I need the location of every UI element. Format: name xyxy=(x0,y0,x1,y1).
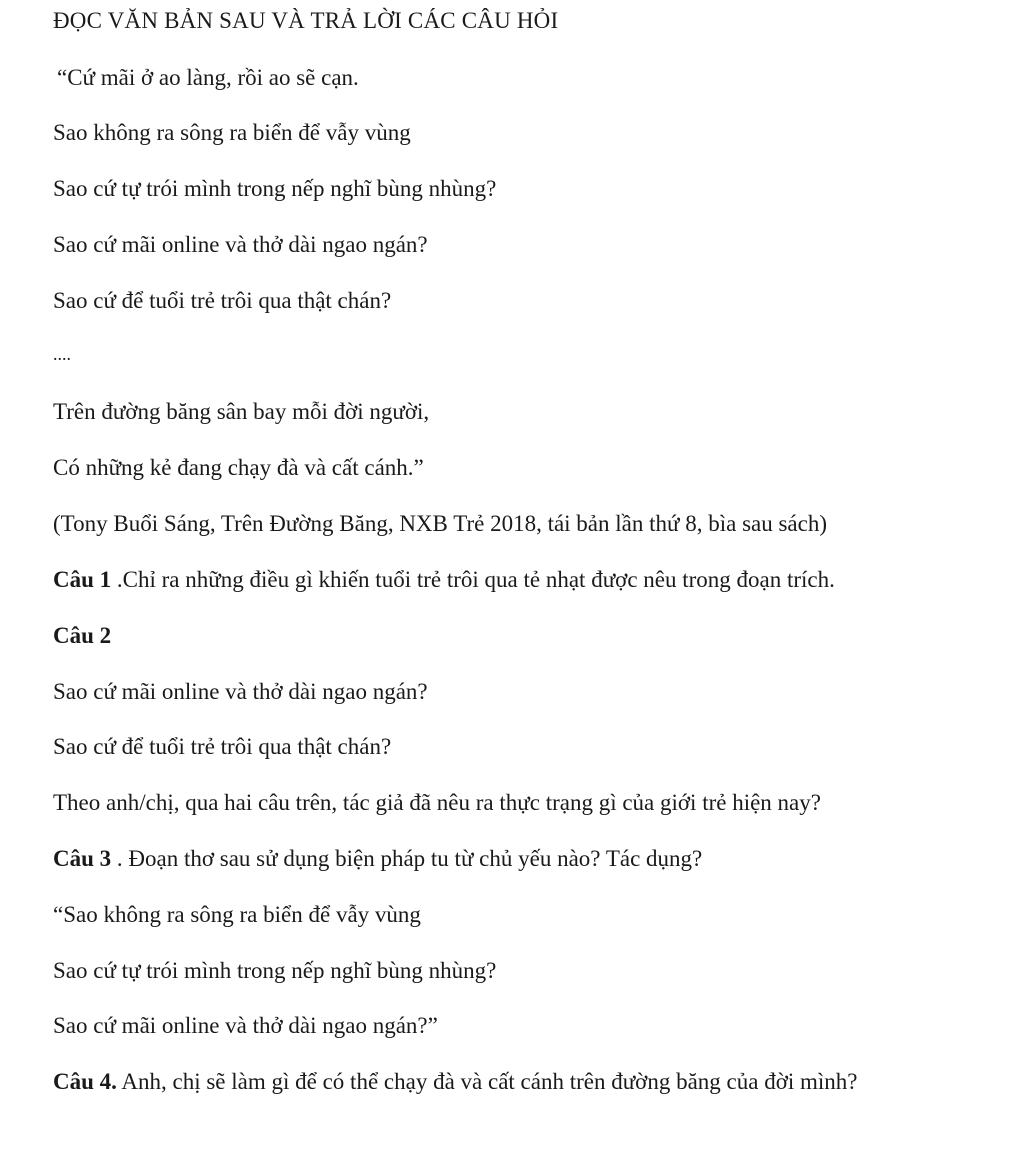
poem-line-7: Có những kẻ đang chạy đà và cất cánh.” xyxy=(53,455,424,480)
question-1-label: Câu 1 xyxy=(53,567,112,592)
poem-line-1: “Cứ mãi ở ao làng, rồi ao sẽ cạn. xyxy=(57,65,359,90)
question-2-quote-line-2: Sao cứ để tuổi trẻ trôi qua thật chán? xyxy=(53,734,392,759)
question-1 xyxy=(53,566,835,594)
question-4-label: Câu 4. xyxy=(53,1069,117,1094)
question-3-text: . Đoạn thơ sau sử dụng biện pháp tu từ chủ yếu nào? Tác dụng? xyxy=(111,846,703,871)
question-3-quote-line-2: Sao cứ tự trói mình trong nếp nghĩ bùng nhùng? xyxy=(53,958,497,983)
poem-line-5: Sao cứ để tuổi trẻ trôi qua thật chán? xyxy=(53,288,392,313)
cropped-text-fragment xyxy=(53,0,143,4)
poem-line-6: Trên đường băng sân bay mỗi đời người, xyxy=(53,399,430,424)
poem-line-4: Sao cứ mãi online và thở dài ngao ngán? xyxy=(53,232,428,257)
question-3 xyxy=(53,845,702,873)
poem-ellipsis: .... xyxy=(53,344,71,364)
question-3-quote-line-1: “Sao không ra sông ra biển để vẫy vùng xyxy=(53,902,421,927)
question-1-text: .Chỉ ra những điều gì khiến tuổi trẻ trôi qua tẻ nhạt được nêu trong đoạn trích. xyxy=(111,567,835,592)
poem-line-2: Sao không ra sông ra biển để vẫy vùng xyxy=(53,120,411,145)
question-2-quote-line-1: Sao cứ mãi online và thở dài ngao ngán? xyxy=(53,679,428,704)
question-2-label: Câu 2 xyxy=(53,623,112,648)
question-3-quote-line-3: Sao cứ mãi online và thở dài ngao ngán?” xyxy=(53,1013,438,1038)
poem-line-3: Sao cứ tự trói mình trong nếp nghĩ bùng nhùng? xyxy=(53,176,497,201)
question-4 xyxy=(53,1068,858,1096)
question-2-text: Theo anh/chị, qua hai câu trên, tác giả đã nêu ra thực trạng gì của giới trẻ hiện nay? xyxy=(53,790,821,815)
document-heading: ĐỌC VĂN BẢN SAU VÀ TRẢ LỜI CÁC CÂU HỎI xyxy=(53,8,559,33)
source-citation: (Tony Buổi Sáng, Trên Đường Băng, NXB Trẻ 2018, tái bản lần thứ 8, bìa sau sách) xyxy=(53,511,828,536)
question-4-text: Anh, chị sẽ làm gì để có thể chạy đà và cất cánh trên đường băng của đời mình? xyxy=(116,1069,858,1094)
question-3-label: Câu 3 xyxy=(53,846,112,871)
